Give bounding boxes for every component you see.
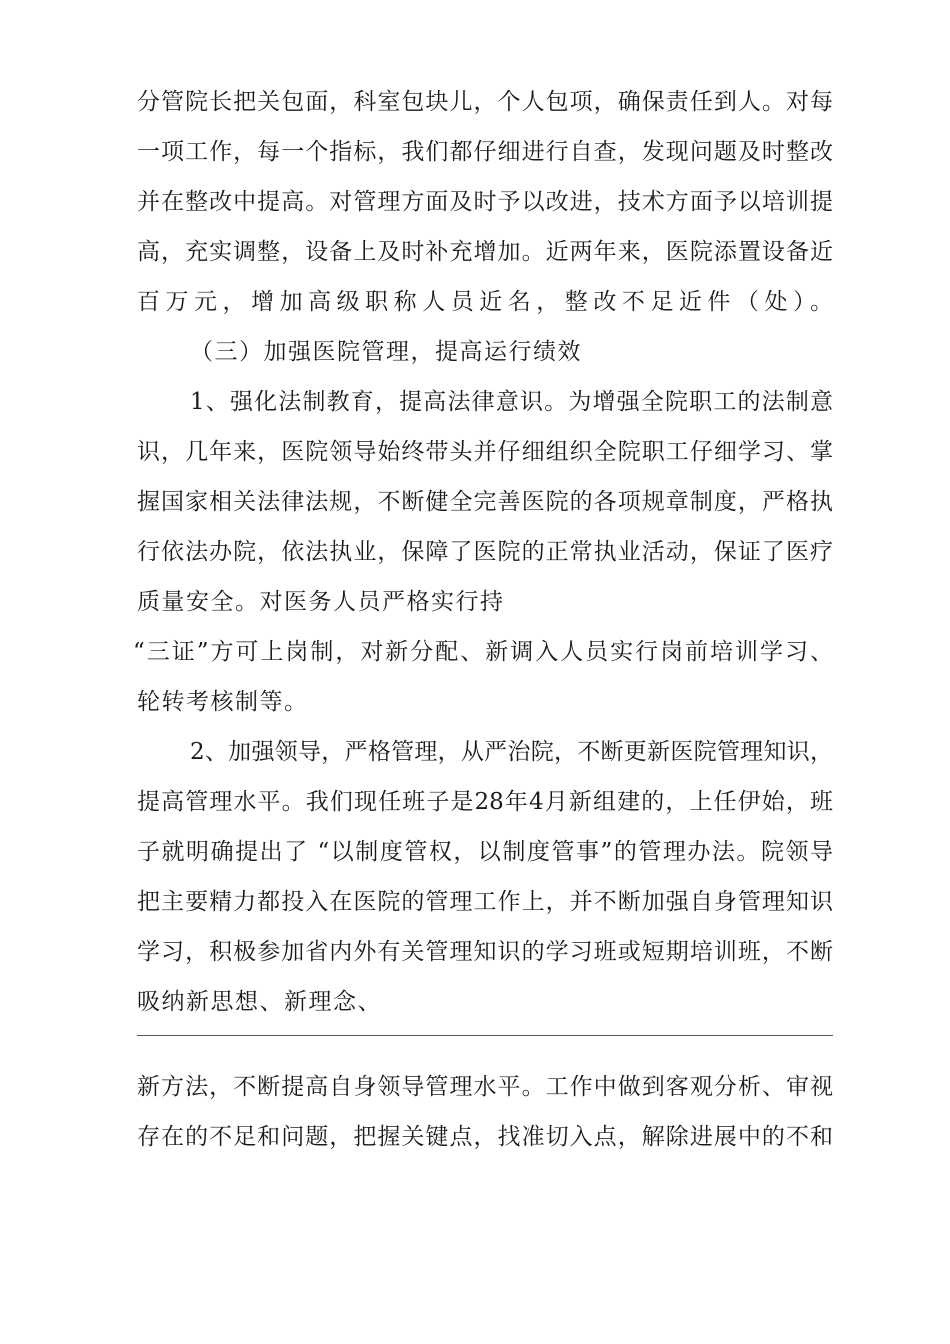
text-line: 识，几年来，医院领导始终带头并仔细组织全院职工仔细学习、掌 bbox=[137, 439, 833, 465]
page-divider bbox=[137, 1035, 833, 1036]
text-line: 高，充实调整，设备上及时补充增加。近两年来，医院添置设备近 bbox=[137, 239, 833, 265]
text-line: 行依法办院，依法执业，保障了医院的正常执业活动，保证了医疗 bbox=[137, 539, 833, 565]
text-line: 吸纳新思想、新理念、 bbox=[137, 989, 382, 1015]
text-line: 轮转考核制等。 bbox=[137, 689, 309, 715]
text-line: 并在整改中提高。对管理方面及时予以改进，技术方面予以培训提 bbox=[137, 189, 833, 215]
text-line: 存在的不足和问题，把握关键点，找准切入点，解除进展中的不和 bbox=[137, 1124, 833, 1150]
text-line: 握国家相关法律法规，不断健全完善医院的各项规章制度，严格执 bbox=[137, 489, 833, 515]
text-line: 提高管理水平。我们现任班子是28年4月新组建的，上任伊始，班 bbox=[137, 789, 833, 815]
paragraph-first-line: 1、强化法制教育，提高法律意识。为增强全院职工的法制意 bbox=[190, 389, 833, 415]
text-line: 分管院长把关包面，科室包块儿，个人包项，确保责任到人。对每 bbox=[137, 89, 833, 115]
text-line: 子就明确提出了 “以制度管权，以制度管事”的管理办法。院领导 bbox=[137, 839, 833, 865]
paragraph-first-line: 2、加强领导，严格管理，从严治院，不断更新医院管理知识， bbox=[190, 739, 833, 765]
text-line: “三证”方可上岗制，对新分配、新调入人员实行岗前培训学习、 bbox=[133, 639, 833, 665]
text-line: 一项工作，每一个指标，我们都仔细进行自查，发现问题及时整改 bbox=[137, 139, 833, 165]
text-line: 质量安全。对医务人员严格实行持 bbox=[137, 589, 505, 615]
text-line: 学习，积极参加省内外有关管理知识的学习班或短期培训班，不断 bbox=[137, 939, 833, 965]
section-heading: （三）加强医院管理，提高运行绩效 bbox=[190, 339, 582, 365]
text-line: 把主要精力都投入在医院的管理工作上，并不断加强自身管理知识 bbox=[137, 889, 833, 915]
text-line: 百万元，增加高级职称人员近名，整改不足近件（处）。 bbox=[137, 289, 833, 315]
text-line: 新方法，不断提高自身领导管理水平。工作中做到客观分析、审视 bbox=[137, 1074, 833, 1100]
